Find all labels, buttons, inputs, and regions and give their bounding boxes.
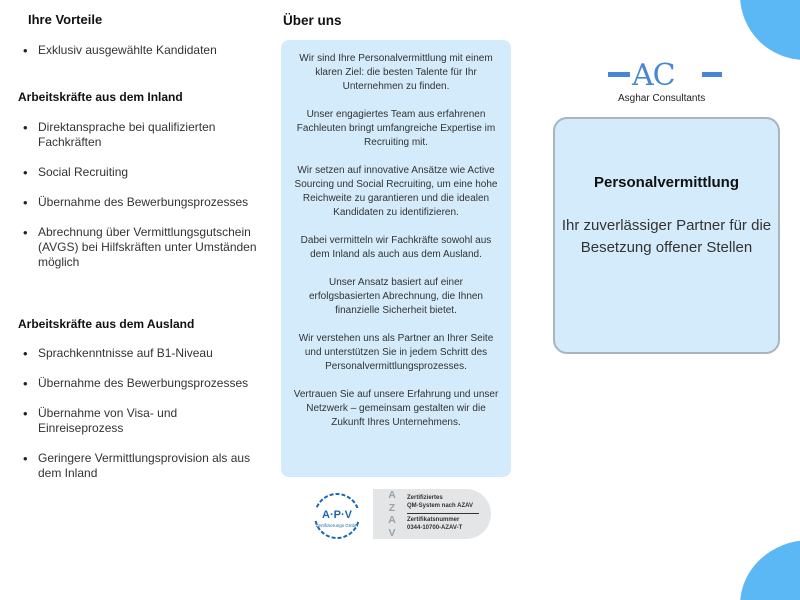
about-card [281, 40, 511, 477]
about-paragraph: Wir verstehen uns als Partner an Ihrer Seite und unterstützen Sie in jedem Schritt des Personalvermittlungsprozesses. [298, 333, 494, 372]
company-logo [608, 58, 728, 108]
benefits-column [18, 12, 263, 481]
foreign-list [18, 346, 263, 481]
azav-letter: Z [388, 501, 396, 514]
list-item: • Sprachkenntnisse auf B1-Niveau [18, 346, 263, 361]
hero-title: Personalvermittlung [593, 174, 740, 191]
azav-letters [385, 489, 399, 539]
hero-card [553, 117, 780, 354]
list-item: • Übernahme des Bewerbungsprozesses [18, 376, 263, 391]
list-item: • Übernahme des Bewerbungsprozesses [18, 195, 263, 210]
about-paragraph: Unser engagiertes Team aus erfahrenen Fachleuten bringt umfangreiche Expertise im Recruiting mit. [296, 109, 496, 148]
domestic-heading: Arbeitskräfte aus dem Inland [18, 90, 183, 104]
cert-line: Zertifiziertes [407, 495, 443, 501]
cert-number: 0344-10700-AZAV-T [407, 525, 463, 531]
hero-subtitle: Ihr zuverlässiger Partner für die Besetzung offener Stellen [561, 217, 772, 256]
about-paragraph: Wir sind Ihre Personalvermittlung mit einem klaren Ziel: die besten Talente für Ihr Unternehmen zu finden. [299, 53, 493, 92]
azav-text [407, 494, 491, 532]
list-item: • Exklusiv ausgewählte Kandidaten [18, 43, 263, 58]
list-item: • Social Recruiting [18, 165, 263, 180]
company-name: Asghar Consultants [618, 93, 706, 104]
list-item: • Abrechnung über Vermittlungsgutschein (AVGS) bei Hilfskräften unter Umständen möglich [18, 225, 263, 270]
cert-line: Zertifikatsnummer [407, 517, 460, 523]
advantages-heading: Ihre Vorteile [28, 12, 103, 27]
logo-bar-right [702, 72, 722, 77]
domestic-list [18, 120, 263, 270]
about-paragraph: Wir setzen auf innovative Ansätze wie Active Sourcing und Social Recruiting, um eine hohe Reichweite zu garantieren und die idealen Kandidaten zu identifizieren. [294, 165, 498, 218]
apv-seal-icon [305, 491, 369, 541]
foreign-heading: Arbeitskräfte aus dem Ausland [18, 317, 195, 331]
decorative-circle-top [740, 0, 800, 60]
advantages-list [18, 43, 263, 58]
apv-caption: Zertifizierungs GmbH [315, 523, 359, 528]
list-item: • Geringere Vermittlungsprovision als aus dem Inland [18, 451, 263, 481]
about-paragraph: Unser Ansatz basiert auf einer erfolgsbasierten Abrechnung, die Ihnen finanzielle Sicherheit bietet. [308, 277, 483, 316]
about-heading: Über uns [283, 13, 342, 28]
azav-certificate-badge [303, 487, 493, 543]
list-item: • Direktansprache bei qualifizierten Fachkräften [18, 120, 263, 150]
decorative-circle-bottom [740, 540, 800, 600]
about-paragraph: Vertrauen Sie auf unsere Erfahrung und unser Netzwerk – gemeinsam gestalten wir die Zukunft Ihres Unternehmens. [293, 389, 499, 428]
logo-mark: AC [632, 58, 675, 93]
list-item: • Übernahme von Visa- und Einreiseprozess [18, 406, 263, 436]
azav-letter: A [388, 489, 396, 501]
cert-divider [407, 513, 479, 514]
cert-line: QM-System nach AZAV [407, 503, 474, 509]
azav-letter: A [388, 514, 396, 526]
about-paragraph: Dabei vermitteln wir Fachkräfte sowohl aus dem Inland als auch aus dem Ausland. [300, 235, 492, 260]
azav-letter: V [388, 526, 396, 539]
logo-bar-left [608, 72, 630, 77]
apv-letters: A·P·V [322, 509, 352, 521]
